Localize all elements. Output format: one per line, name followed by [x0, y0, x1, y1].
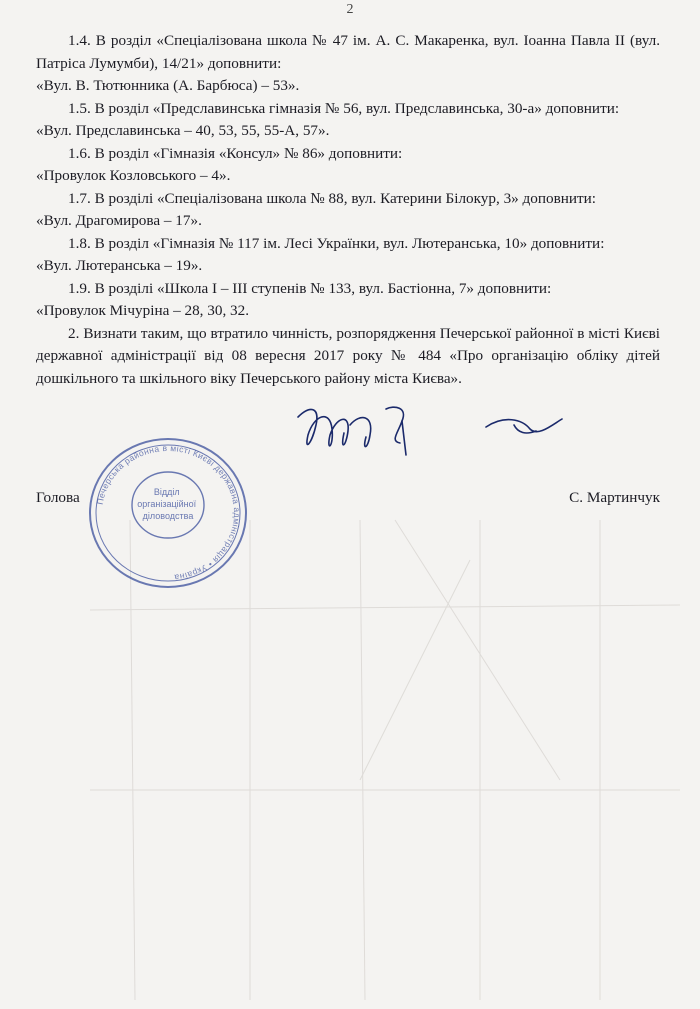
item-1-9-text: 1.9. В розділі «Школа І – ІІІ ступенів № 133, вул. Бастіонна, 7» доповнити:	[68, 279, 552, 297]
page-number: 2	[346, 2, 354, 17]
item-1-6-text: 1.6. В розділ «Гімназія «Консул» № 86» доповнити:	[68, 144, 403, 162]
item-1-7-text: 1.7. В розділі «Спеціалізована школа № 88, вул. Катерини Білокур, 3» доповнити:	[68, 189, 597, 207]
handwritten-signature	[290, 395, 570, 465]
signatory-name: С. Мартинчук	[569, 489, 660, 506]
svg-text:Відділ організаційної: Відділ організаційної діловодства	[137, 487, 197, 521]
item-1-9-addition: «Провулок Мічуріна – 28, 30, 32.	[36, 302, 250, 319]
item-1-4-text: 1.4. В розділ «Спеціалізована школа № 47 ім. А. С. Макаренка, вул. Іоанна Павла ІІ (вул. Патріса Лумумби), 14/21» доповнити:	[36, 32, 660, 72]
item-1-7-addition: «Вул. Драгомирова – 17».	[36, 212, 202, 229]
signature-label: Голова	[36, 489, 80, 506]
svg-text:Печерська районна в місті Києв: Печерська районна в місті Києві державна адміністрація • Україна	[94, 442, 243, 583]
document-body	[36, 30, 660, 390]
item-1-5-addition: «Вул. Предславинська – 40, 53, 55, 55-А, 57».	[36, 122, 330, 139]
item-1-5-text: 1.5. В розділ «Предславинська гімназія № 56, вул. Предславинська, 30-а» доповнити:	[68, 99, 620, 117]
item-1-4-addition: «Вул. В. Тютюнника (А. Барбюса) – 53».	[36, 77, 300, 94]
official-stamp	[83, 433, 253, 593]
item-1-6-addition: «Провулок Козловського – 4».	[36, 167, 231, 184]
item-1-8-addition: «Вул. Лютеранська – 19».	[36, 257, 203, 274]
item-2-text: 2. Визнати таким, що втратило чинність, розпорядження Печерської районної в місті Києві державної адміністрації від 08 вересня 2017 року № 484 «Про організацію обліку дітей дошкільного та шкільного віку Печерського району міста Києва».	[36, 324, 660, 387]
item-1-8-text: 1.8. В розділ «Гімназія № 117 ім. Лесі Українки, вул. Лютеранська, 10» доповнити:	[68, 234, 605, 252]
